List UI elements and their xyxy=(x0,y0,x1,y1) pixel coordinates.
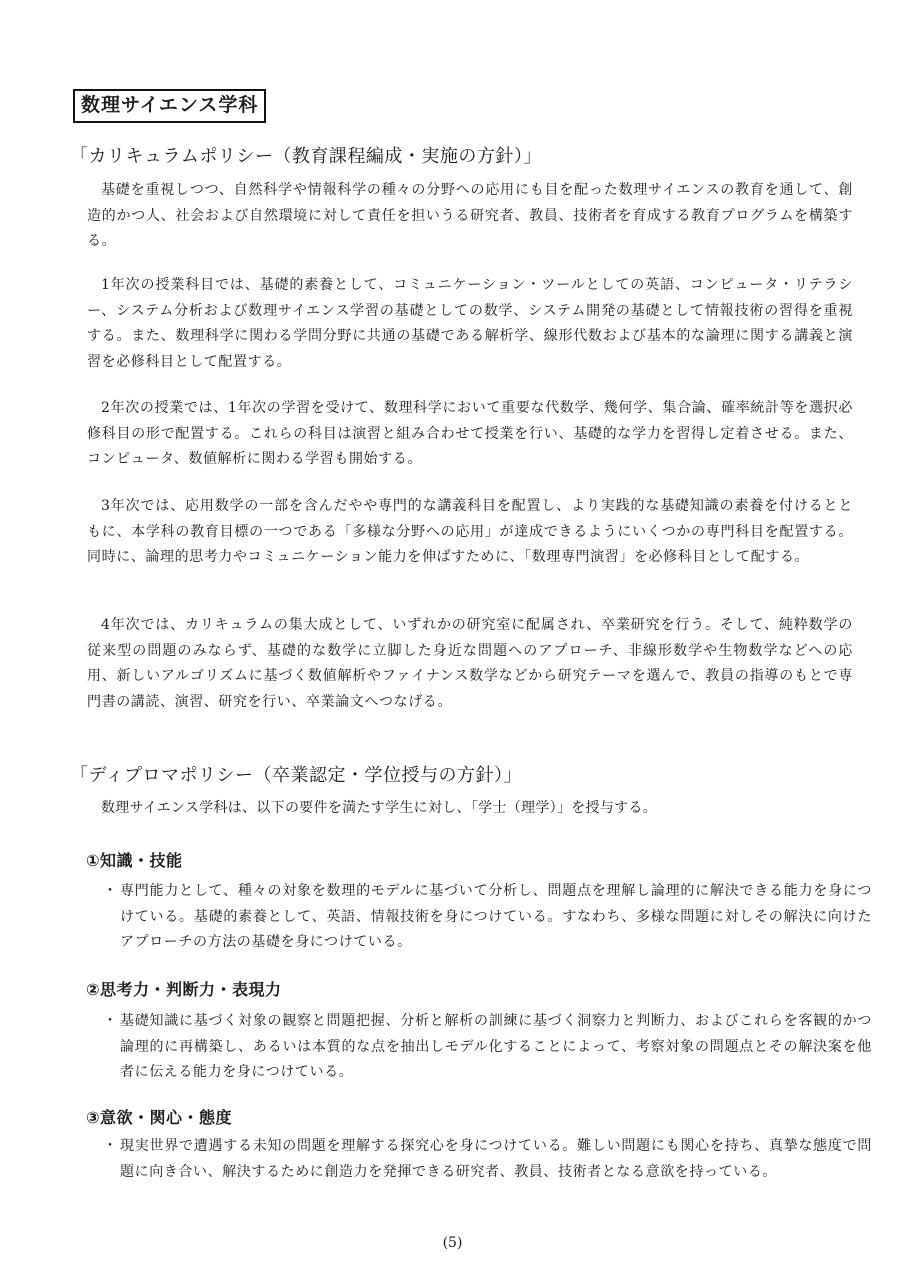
section-text: 基礎知識に基づく対象の観察と問題把握、分析と解析の訓練に基づく洞察力と判断力、およびこれらを客観的かつ論理的に再構築し、あるいは本質的な点を抽出しモデル化することによって、考察対象の問題点とその解決案を他者に伝える能力を身につけている。 xyxy=(120,1013,872,1080)
diploma-policy-heading: 「ディプロマポリシー（卒業認定・学位授与の方針）」 xyxy=(70,765,523,786)
curriculum-policy-heading: 「カリキュラムポリシー（教育課程編成・実施の方針）」 xyxy=(70,146,542,167)
curriculum-paragraph: 4年次では、カリキュラムの集大成として、いずれかの研究室に配属され、卒業研究を行う。そして、純粋数学の従来型の問題のみならず、基礎的な数学に立脚した身近な問題へのアプローチ、非線形数学や生物数学などへの応用、新しいアルゴリズムに基づく数値解析やファイナンス数学などから研究テーマを選んで、教員の指導のもとで専門書の講読、演習、研究を行い、卒業論文へつなげる。 xyxy=(87,617,853,710)
curriculum-paragraph: 1年次の授業科目では、基礎的素養として、コミュニケーション・ツールとしての英語、コンピュータ・リテラシー、システム分析および数理サイエンス学習の基礎としての数学、システム開発の基礎として情報技術の習得を重視する。また、数理科学に関わる学問分野に共通の基礎である解析学、線形代数および基本的な論理に関する講義と演習を必修科目として配置する。 xyxy=(87,277,853,370)
bullet-marker: ・ xyxy=(103,1013,118,1029)
department-title: 数理サイエンス学科 xyxy=(73,89,266,123)
bullet-marker: ・ xyxy=(103,1138,118,1154)
section-item-thinking xyxy=(103,1009,872,1086)
section-title-attitude: ③意欲・関心・態度 xyxy=(86,1108,233,1127)
diploma-intro: 数理サイエンス学科は、以下の要件を満たす学生に対し、「学士（理学）」を授与する。 xyxy=(101,800,658,816)
section-title-knowledge: ①知識・技能 xyxy=(86,851,183,870)
section-text: 専門能力として、種々の対象を数理的モデルに基づいて分析し、問題点を理解し論理的に解決できる能力を身につけている。基礎的素養として、英語、情報技術を身につけている。すなわち、多様な問題に対しその解決に向けたアプローチの方法の基礎を身につけている。 xyxy=(120,883,872,950)
bullet-marker: ・ xyxy=(103,883,118,899)
curriculum-paragraph: 2年次の授業では、1年次の学習を受けて、数理科学において重要な代数学、幾何学、集合論、確率統計等を選択必修科目の形で配置する。これらの科目は演習と組み合わせて授業を行い、基礎的な学力を習得し定着させる。また、コンピュータ、数値解析に関わる学習も開始する。 xyxy=(87,400,853,467)
section-item-knowledge xyxy=(103,879,872,956)
curriculum-paragraph: 3年次では、応用数学の一部を含んだやや専門的な講義科目を配置し、より実践的な基礎知識の素養を付けるとともに、本学科の教育目標の一つである「多様な分野への応用」が達成できるようにいくつかの専門科目を配置する。同時に、論理的思考力やコミュニケーション能力を伸ばすために、「数理専門演習」を必修科目として配する。 xyxy=(87,498,853,565)
section-text: 現実世界で遭遇する未知の問題を理解する探究心を身につけている。難しい問題にも関心を持ち、真摯な態度で問題に向き合い、解決するために創造力を発揮できる研究者、教員、技術者となる意欲を持っている。 xyxy=(120,1138,872,1180)
page-number: (5) xyxy=(442,1235,463,1251)
curriculum-paragraph: 基礎を重視しつつ、自然科学や情報科学の種々の分野への応用にも目を配った数理サイエンスの教育を通して、創造的かつ人、社会および自然環境に対して責任を担いうる研究者、教員、技術者を育成する教育プログラムを構築する。 xyxy=(87,182,853,249)
section-title-thinking: ②思考力・判断力・表現力 xyxy=(86,980,282,999)
section-item-attitude xyxy=(103,1134,872,1185)
